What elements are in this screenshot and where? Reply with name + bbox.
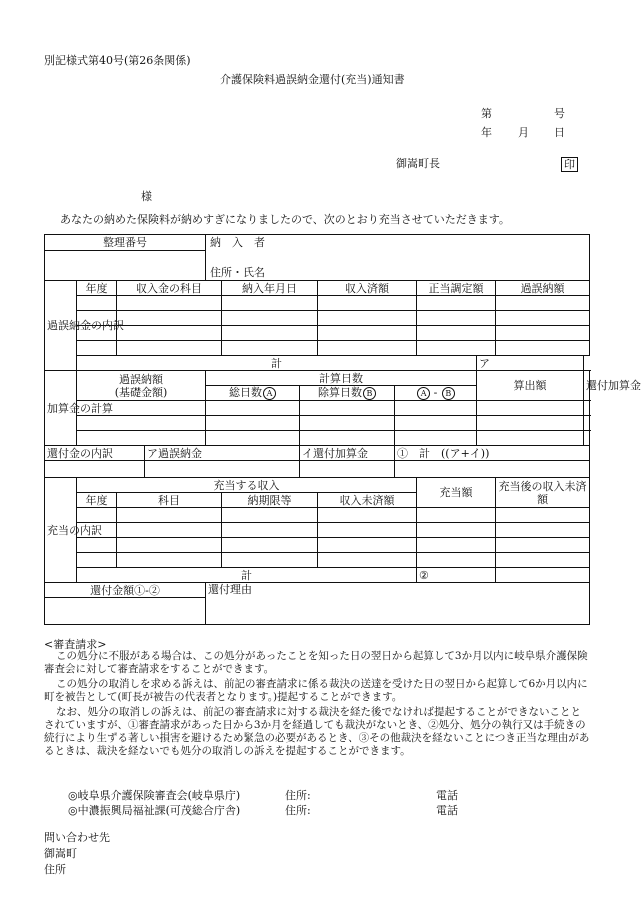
section4-label: 充当の内訳 <box>45 478 77 583</box>
s4-total-mark: ② <box>417 568 496 583</box>
s3-row <box>45 461 590 478</box>
s2-kiso-label: (基礎金額) <box>114 385 168 399</box>
s1-h-kago: 過誤納額 <box>496 281 590 296</box>
dai-label: 第 <box>481 107 492 120</box>
s2-jogai-nissu: 除算日数 B <box>300 386 395 401</box>
day-label: 日 <box>554 126 565 139</box>
s2-row <box>45 401 590 416</box>
inquiry-town: 御嵩町 <box>44 847 77 860</box>
form-number: 別記様式第40号(第26条関係) <box>44 54 191 67</box>
s4-row <box>45 523 590 538</box>
s1-h-kamoku: 収入金の科目 <box>117 281 222 296</box>
s2-a-minus-b: A - B <box>395 386 477 401</box>
s5-kanpu-kingaku-value <box>45 598 206 625</box>
circle-a-icon: A <box>263 387 276 400</box>
year-label: 年 <box>481 126 492 139</box>
s1-row <box>45 296 590 311</box>
s3-total: ① 計 ((ア+イ)) <box>395 446 590 461</box>
s4-juutou-suru: 充当する収入 <box>77 478 417 493</box>
inquiry-label: 問い合わせ先 <box>44 831 110 844</box>
s2-kago-header <box>77 371 206 401</box>
s4-total-label: 計 <box>77 568 417 583</box>
s3-kanpu-kasankin: イ還付加算金 <box>300 446 395 461</box>
gou-label: 号 <box>554 107 565 120</box>
s1-total-mark: ア <box>477 356 584 371</box>
jusho-shimei-label: 住所・氏名 <box>210 266 265 279</box>
s1-total-label: 計 <box>77 356 477 371</box>
s2-sou-nissu: 総日数 A <box>206 386 300 401</box>
s1-h-seitou: 正当調定額 <box>417 281 496 296</box>
circle-a-icon: A <box>417 387 430 400</box>
intro-text: あなたの納めた保険料が納めすぎになりましたので、次のとおり充当させていただきます。 <box>60 213 510 226</box>
section2-label: 加算金の計算 <box>45 371 77 446</box>
nounyusha-label: 納 入 者 <box>210 236 265 249</box>
contact-1-phone: 電話 <box>436 789 458 802</box>
seiri-bangou-label: 整理番号 <box>45 235 206 251</box>
s1-h-shunyu: 収入済額 <box>318 281 417 296</box>
section1-label: 過誤納金の内訳 <box>45 281 77 371</box>
recipient-sama: 様 <box>141 190 152 203</box>
month-label: 月 <box>518 126 529 139</box>
s4-row <box>45 538 590 553</box>
s2-sanshutsu: 算出額 <box>477 371 584 401</box>
circle-b-icon: B <box>363 387 376 400</box>
notes-p3: なお、処分の取消しの訴えは、前記の審査請求に対する裁決を経た後でなければ提起することができないこととされていますが、①審査請求があった日から3か月を経過しても裁決がないとき、②処分、処分の執行又は手続きの続行により生ずる著しい損害を避けるため緊急の必要があるとき、③その他裁決を経ないことにつき正当な理由があるときは、裁決を経ないでも処分の取消しの訴えを提起することができます。 <box>44 706 590 757</box>
s4-h-kamoku: 科目 <box>117 493 222 508</box>
s2-keisan-nissu: 計算日数 <box>206 371 477 386</box>
s4-h-mizai: 収入未済額 <box>318 493 417 508</box>
circle-b-icon: B <box>442 387 455 400</box>
s3-formula: (ア+イ) <box>445 446 486 460</box>
s4-juutou-gaku: 充当額 <box>417 478 496 508</box>
contact-2-address: 住所: <box>285 804 311 817</box>
s1-h-nendo: 年度 <box>77 281 117 296</box>
notes-p1: この処分に不服がある場合は、この処分があったことを知った日の翌日から起算して3か月以内に岐阜県介護保険審査会に対して審査請求をすることができます。 <box>44 650 588 675</box>
s3-label: 還付金の内訳 <box>45 446 145 461</box>
s1-h-date: 納入年月日 <box>222 281 318 296</box>
s4-after: 充当後の収入未済額 <box>496 478 590 508</box>
s2-kanpu-kasan: 還付加算金 <box>584 371 590 401</box>
refund-form-table <box>44 234 641 625</box>
notes-p2: この処分の取消しを求める訴えは、前記の審査請求に係る裁決の送達を受けた日の翌日から起算して6か月以内に町を被告として(町長が被告の代表者となります。)提起することができます。 <box>44 678 588 703</box>
s5-kanpu-kingaku: 還付金額①-② <box>45 583 206 598</box>
seiri-bangou-value <box>45 250 206 280</box>
contact-2-name: ◎中濃振興局福祉課(可茂総合庁舎) <box>68 804 241 817</box>
inquiry-address: 住所 <box>44 863 66 876</box>
contact-2-phone: 電話 <box>436 804 458 817</box>
s4-h-nouki: 納期限等 <box>222 493 318 508</box>
nounyusha-cell <box>206 235 590 281</box>
s3-kago-noukin: ア過誤納金 <box>145 446 300 461</box>
s4-row <box>45 553 590 568</box>
s1-row <box>45 341 590 356</box>
contact-1-address: 住所: <box>285 789 311 802</box>
s4-h-nendo: 年度 <box>77 493 117 508</box>
s2-row <box>45 416 590 431</box>
s1-row <box>45 326 590 341</box>
s1-row <box>45 311 590 326</box>
document-title: 介護保険料過誤納金還付(充当)通知書 <box>220 73 405 86</box>
s5-kanpu-riyuu: 還付理由 <box>206 583 590 625</box>
s4-row <box>45 508 590 523</box>
contact-1-name: ◎岐阜県介護保険審査会(岐阜県庁) <box>68 789 241 802</box>
seal-stamp: 印 <box>561 153 578 172</box>
s2-kago-label: 過誤納額 <box>119 372 163 386</box>
notes-heading: <審査請求> <box>44 638 107 651</box>
mayor-name: 御嵩町長 <box>396 157 440 170</box>
s2-row <box>45 431 590 446</box>
